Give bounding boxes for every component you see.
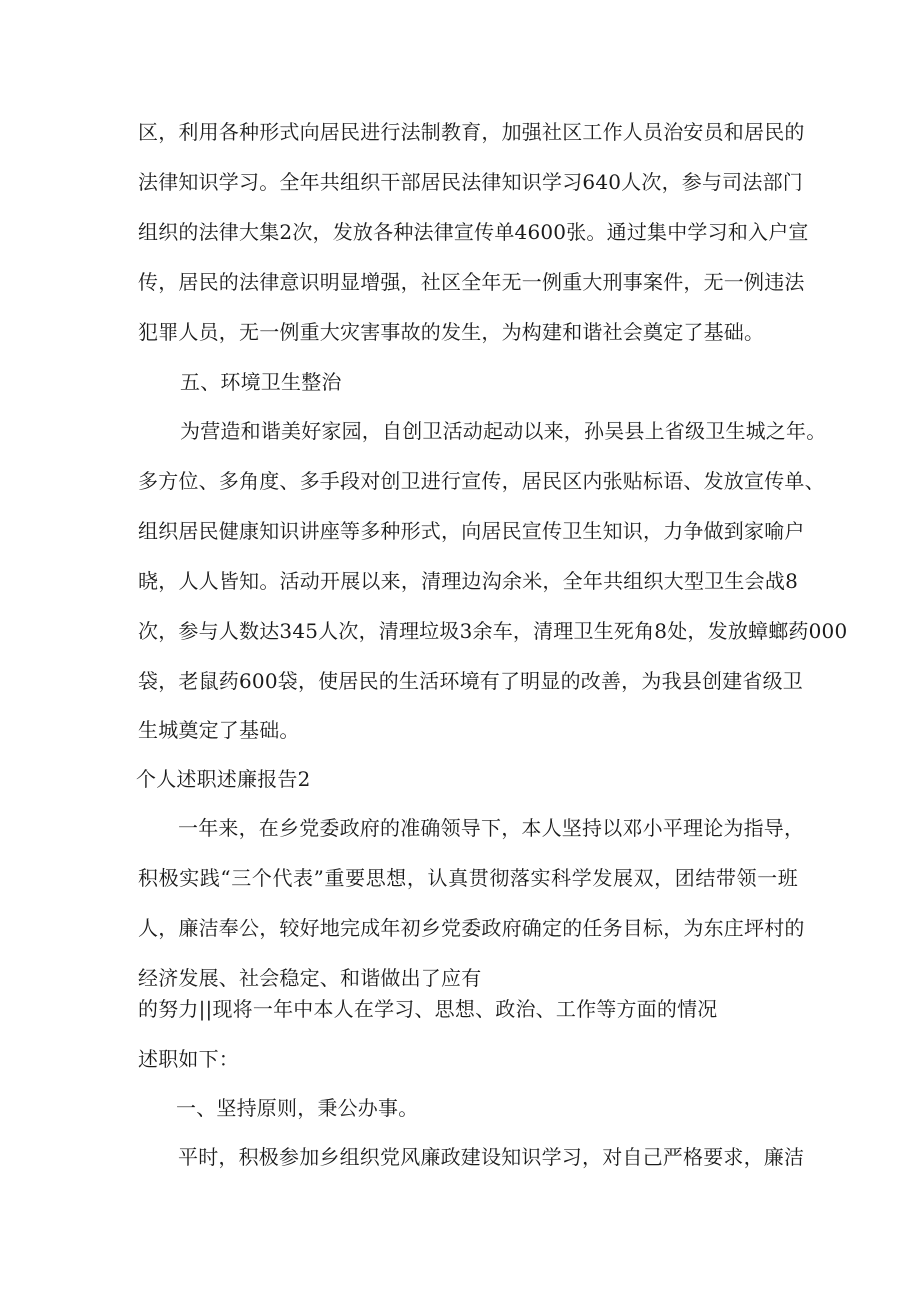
paragraph-line: 组织的法律大集2次，发放各种法律宣传单4600张。通过集中学习和入户宣	[138, 220, 809, 244]
paragraph-line: 生城奠定了基础。	[138, 718, 300, 742]
paragraph-line: 法律知识学习。全年共组织干部居民法律知识学习640人次，参与司法部门	[138, 170, 803, 194]
paragraph-line: 人，廉洁奉公，较好地完成年初乡党委政府确定的任务目标，为东庄坪村的	[138, 916, 805, 940]
paragraph-line: 传，居民的法律意识明显增强，社区全年无一例重大刑事案件，无一例违法	[138, 270, 805, 294]
paragraph-line: 区，利用各种形式向居民进行法制教育，加强社区工作人员治安员和居民的	[138, 120, 805, 144]
paragraph-line: 组织居民健康知识讲座等多种形式，向居民宣传卫生知识，力争做到家喻户	[138, 519, 805, 543]
section-heading: 五、环境卫生整治	[180, 370, 342, 394]
paragraph-line: 次，参与人数达345人次，清理垃圾3余车，清理卫生死角8处，发放蟑螂药000	[138, 619, 848, 643]
paragraph-line: 平时，积极参加乡组织党风廉政建设知识学习，对自己严格要求，廉洁	[178, 1145, 805, 1169]
paragraph-line: 一年来，在乡党委政府的准确领导下，本人坚持以邓小平理论为指导，	[178, 816, 805, 840]
section-heading: 一、坚持原则，秉公办事。	[176, 1096, 419, 1120]
paragraph-line: 的努力||现将一年中本人在学习、思想、政治、工作等方面的情况	[138, 997, 718, 1021]
paragraph-line: 经济发展、社会稳定、和谐做出了应有	[138, 966, 482, 990]
paragraph-line: 多方位、多角度、多手段对创卫进行宣传，居民区内张贴标语、发放宣传单、	[138, 469, 825, 493]
paragraph-line: 袋，老鼠药600袋，使居民的生活环境有了明显的改善，为我县创建省级卫	[138, 669, 803, 693]
paragraph-line: 犯罪人员，无一例重大灾害事故的发生，为构建和谐社会奠定了基础。	[138, 320, 765, 344]
paragraph-line: 晓，人人皆知。活动开展以来，清理边沟余米，全年共组织大型卫生会战8	[138, 569, 798, 593]
report-title: 个人述职述廉报告2	[136, 767, 311, 791]
paragraph-line: 积极实践“三个代表”重要思想，认真贯彻落实科学发展双，团结带领一班	[138, 866, 798, 890]
paragraph-line: 述职如下：	[138, 1047, 239, 1071]
paragraph-line: 为营造和谐美好家园，自创卫活动起动以来，孙吴县上省级卫生城之年。	[180, 419, 827, 443]
